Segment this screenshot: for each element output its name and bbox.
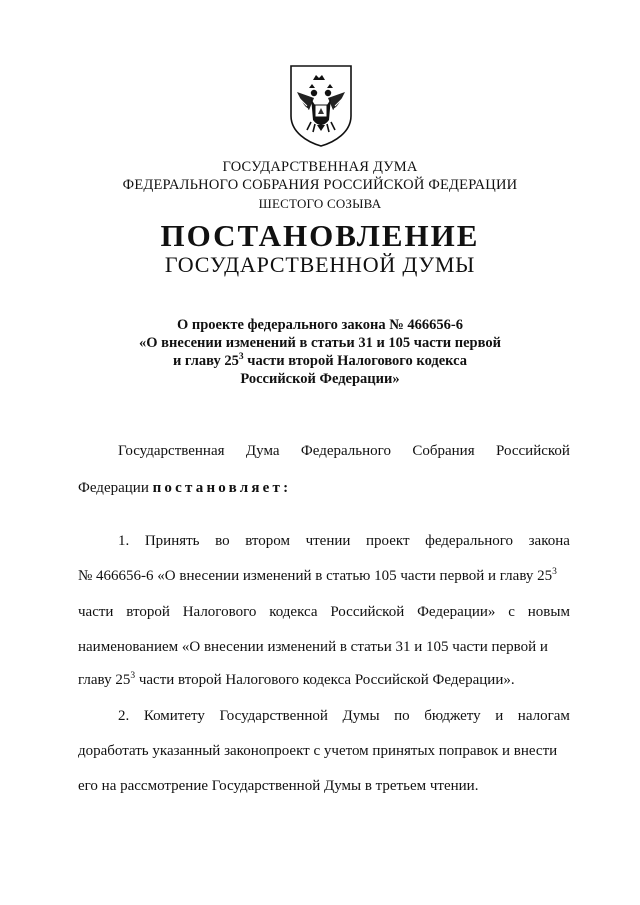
item-1-line-3 — [78, 604, 570, 620]
item-1-line-5 — [78, 672, 570, 688]
item-1-line-3-word: Российской — [330, 604, 405, 620]
subject-line-3-a: и главу 25 — [172, 353, 239, 369]
item-1-line-3-word: части — [78, 604, 114, 620]
item-1-word: Принять — [144, 533, 200, 549]
item-2-line-2: доработать указанный законопроект с учетом принятых поправок и внести — [78, 743, 558, 759]
item-2-word: по — [394, 708, 410, 724]
subject-line-2: «О внесении изменений в статьи 31 и 105 части первой — [139, 335, 501, 351]
item-2-word: налогам — [517, 708, 570, 724]
preamble-word: Дума — [245, 443, 280, 459]
org-line-3: ШЕСТОГО СОЗЫВА — [258, 196, 382, 211]
item-1-line-5-a: главу 25 — [78, 672, 131, 688]
item-1-line-2 — [78, 568, 570, 584]
subject-line-3-b: части второй Налогового кодекса — [243, 353, 468, 369]
item-1-word: втором — [245, 533, 290, 549]
item-1-line-3-word: второй — [126, 604, 170, 620]
document-subtitle: ГОСУДАРСТВЕННОЙ ДУМЫ — [164, 252, 476, 277]
preamble-subject: Федерации — [78, 480, 149, 496]
item-1-line-3-word: с — [508, 604, 515, 620]
document-type-title: ПОСТАНОВЛЕНИЕ — [160, 218, 480, 253]
subject-line-3 — [0, 352, 640, 370]
item-1-line-2-text: № 466656-6 «О внесении изменений в статью 105 части первой и главу 25 — [78, 568, 553, 584]
item-2-line-1 — [118, 708, 570, 724]
preamble-word: Российской — [496, 443, 570, 459]
item-2-word: бюджету — [424, 708, 481, 724]
item-2-line-3: его на рассмотрение Государственной Думы в третьем чтении. — [78, 778, 479, 794]
item-2-word: и — [495, 708, 504, 724]
preamble-word: Федерального — [300, 443, 391, 459]
subject-line-4: Российской Федерации» — [240, 371, 400, 387]
item-1-line-4: наименованием «О внесении изменений в статьи 31 и 105 части первой и — [78, 639, 548, 655]
preamble-line-1 — [118, 443, 570, 459]
document-subject — [0, 316, 640, 388]
item-1-word: чтении — [305, 533, 351, 549]
item-1-word: 1. — [118, 533, 130, 549]
item-1-line-5-superscript: 3 — [130, 671, 136, 681]
preamble-word: Государственная — [118, 443, 225, 459]
item-1-line-3-word: новым — [527, 604, 570, 620]
item-1-word: закона — [528, 533, 570, 549]
preamble-word: Собрания — [412, 443, 475, 459]
preamble-line-2 — [78, 480, 570, 496]
item-1-line-3-word: кодекса — [269, 604, 318, 620]
item-1-line-3-word: Федерации» — [417, 604, 496, 620]
subject-line-1: О проекте федерального закона № 466656-6 — [176, 317, 464, 333]
item-1-word: федерального — [425, 533, 514, 549]
subject-superscript: 3 — [238, 352, 244, 362]
org-line-2: ФЕДЕРАЛЬНОГО СОБРАНИЯ РОССИЙСКОЙ ФЕДЕРАЦИИ — [122, 177, 518, 193]
item-2-word: Государственной — [219, 708, 328, 724]
item-2-word: 2. — [118, 708, 130, 724]
preamble-verb: постановляет: — [152, 480, 292, 496]
russian-coat-of-arms-icon — [289, 64, 353, 148]
item-1-word: во — [215, 533, 230, 549]
item-1-line-2-superscript: 3 — [552, 567, 557, 577]
item-1-line-5-b: части второй Налогового кодекса Российской Федерации». — [135, 672, 515, 688]
item-2-word: Думы — [342, 708, 380, 724]
item-2-word: Комитету — [143, 708, 205, 724]
item-1-line-1 — [118, 533, 570, 549]
item-1-word: проект — [366, 533, 410, 549]
org-line-1: ГОСУДАРСТВЕННАЯ ДУМА — [222, 159, 418, 175]
item-1-line-3-word: Налогового — [182, 604, 257, 620]
